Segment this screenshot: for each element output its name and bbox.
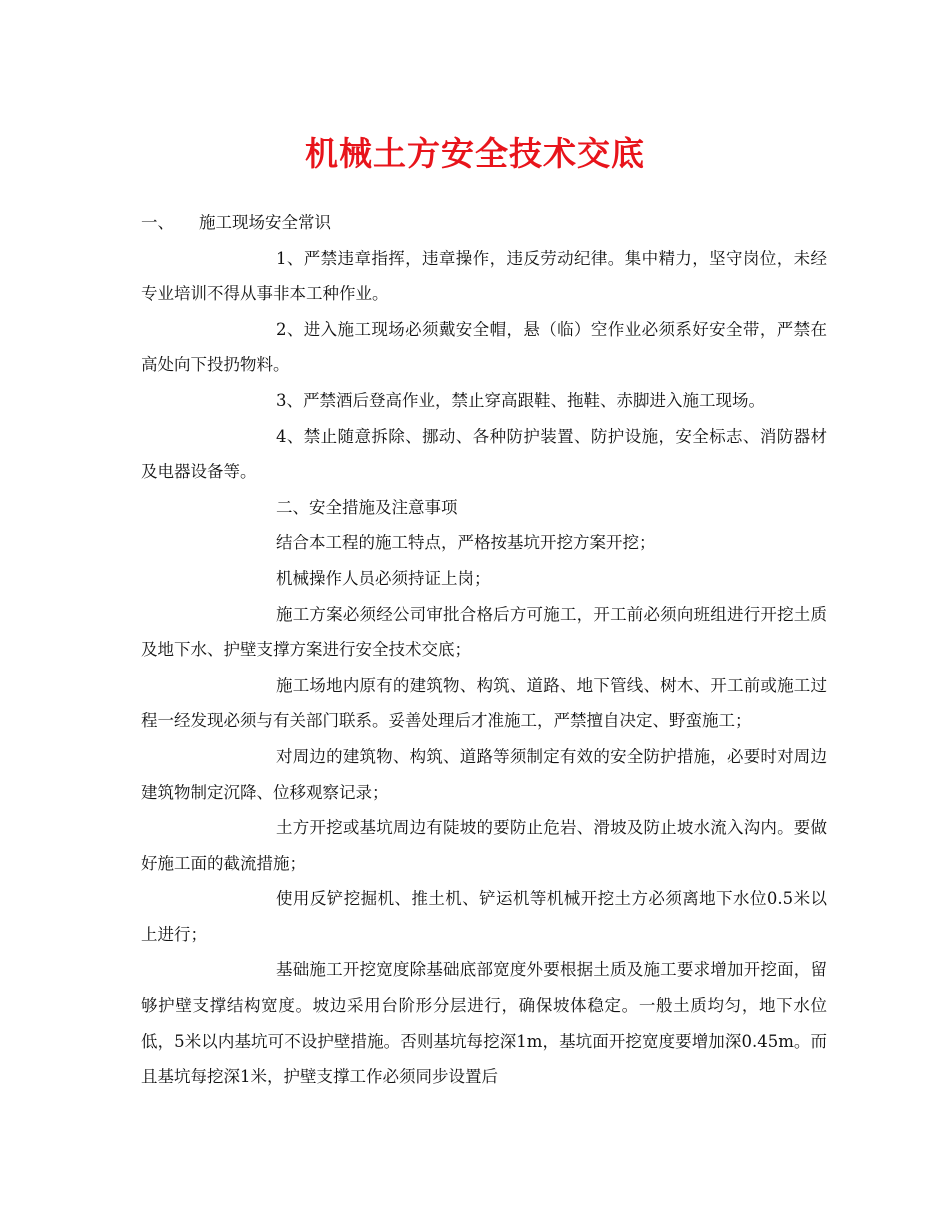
paragraph: 2、进入施工现场必须戴安全帽，悬（临）空作业必须系好安全带，严禁在高处向下投扔物料。 <box>141 319 827 375</box>
paragraph: 土方开挖或基坑周边有陡坡的要防止危岩、滑坡及防止坡水流入沟内。要做好施工面的截流措施； <box>141 818 827 873</box>
paragraph: 4、禁止随意拆除、挪动、各种防护装置、防护设施，安全标志、消防器材及电器设备等。 <box>141 426 827 482</box>
section-heading-text: 施工现场安全常识 <box>199 213 331 232</box>
paragraph: 对周边的建筑物、构筑、道路等须制定有效的安全防护措施，必要时对周边建筑物制定沉降、位移观察记录； <box>141 746 827 802</box>
section-heading-1 <box>141 205 827 241</box>
document-body <box>141 205 827 1095</box>
paragraph: 施工方案必须经公司审批合格后方可施工，开工前必须向班组进行开挖土质及地下水、护壁支撑方案进行安全技术交底； <box>141 604 827 660</box>
section-number: 一、 <box>141 213 174 232</box>
paragraph: 1、严禁违章指挥，违章操作，违反劳动纪律。集中精力，坚守岗位，未经专业培训不得从事非本工种作业。 <box>141 248 827 304</box>
document-title: 机械土方安全技术交底 <box>305 134 645 173</box>
paragraph: 3、严禁酒后登高作业，禁止穿高跟鞋、拖鞋、赤脚进入施工现场。 <box>276 390 765 410</box>
paragraph: 使用反铲挖掘机、推土机、铲运机等机械开挖土方必须离地下水位0.5米以上进行； <box>141 889 827 944</box>
section-heading-2: 二、安全措施及注意事项 <box>276 497 458 517</box>
paragraph: 机械操作人员必须持证上岗； <box>276 568 491 588</box>
paragraph: 施工场地内原有的建筑物、构筑、道路、地下管线、树木、开工前或施工过程一经发现必须与有关部门联系。妥善处理后才准施工，严禁擅自决定、野蛮施工； <box>141 675 827 731</box>
paragraph: 基础施工开挖宽度除基础底部宽度外要根据土质及施工要求增加开挖面，留够护壁支撑结构宽度。坡边采用台阶形分层进行，确保坡体稳定。一般土质均匀，地下水位低，5米以内基坑可不设护壁措施。否则基坑每挖深1m，基坑面开挖宽度要增加深0.45m。而且基坑每挖深1米，护壁支撑工作必须同步设置后 <box>141 960 827 1087</box>
paragraph: 结合本工程的施工特点，严格按基坑开挖方案开挖； <box>276 533 656 553</box>
